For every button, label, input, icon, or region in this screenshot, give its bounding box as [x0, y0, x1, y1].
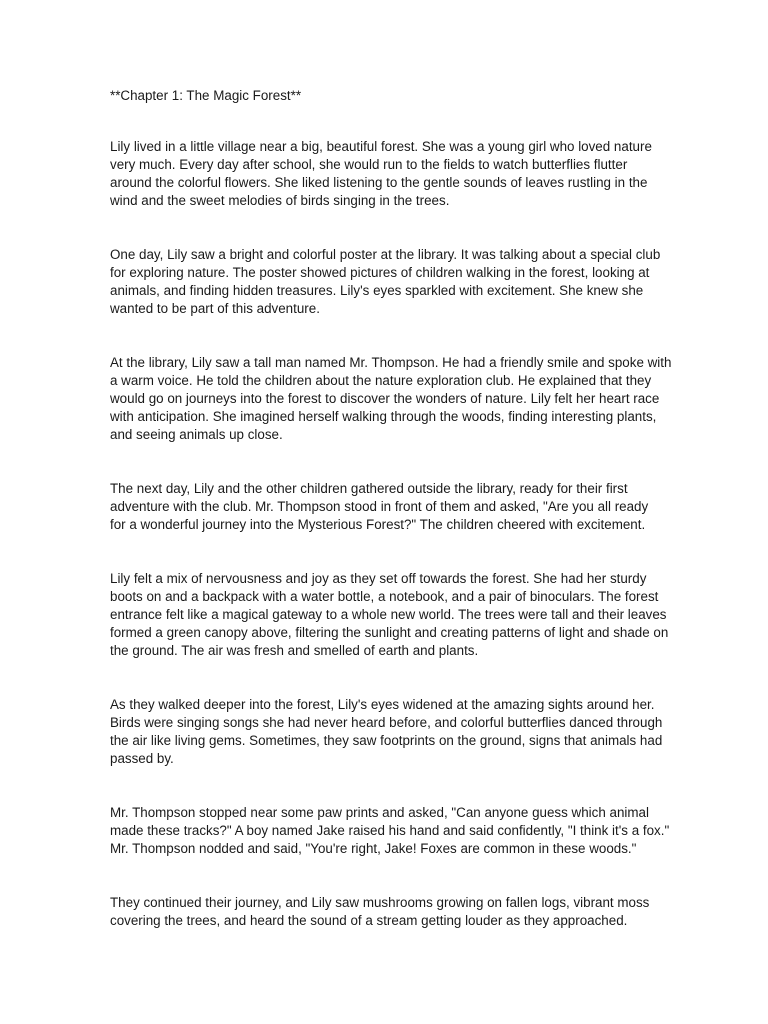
paragraph-line: for exploring nature. The poster showed pictures of children walking in the forest, looking at — [110, 265, 650, 280]
paragraph-line: formed a green canopy above, filtering the sunlight and creating patterns of light and shade on — [110, 625, 669, 640]
paragraph-line: for a wonderful journey into the Mysterious Forest?" The children cheered with excitement. — [110, 517, 646, 532]
paragraph-line: made these tracks?" A boy named Jake raised his hand and said confidently, "I think it's a fox." — [110, 823, 670, 838]
paragraph-line: wind and the sweet melodies of birds singing in the trees. — [110, 193, 450, 208]
paragraph-line: Lily lived in a little village near a big, beautiful forest. She was a young girl who loved nature — [110, 139, 652, 154]
paragraph-line: entrance felt like a magical gateway to a whole new world. The trees were tall and their leaves — [110, 607, 667, 622]
paragraph-line: Lily felt a mix of nervousness and joy as they set off towards the forest. She had her sturdy — [110, 571, 647, 586]
paragraph-line: and seeing animals up close. — [110, 427, 283, 442]
paragraph-line: with anticipation. She imagined herself walking through the woods, finding interesting plants, — [110, 409, 657, 424]
paragraph-line: covering the trees, and heard the sound of a stream getting louder as they approached. — [110, 913, 628, 928]
paragraph-line: They continued their journey, and Lily saw mushrooms growing on fallen logs, vibrant moss — [110, 895, 650, 910]
paragraph — [110, 804, 670, 858]
paragraph — [110, 894, 662, 930]
paragraph — [110, 570, 669, 660]
paragraph — [110, 246, 662, 318]
paragraph-line: animals, and finding hidden treasures. Lily's eyes sparkled with excitement. She knew she — [110, 283, 644, 298]
paragraph-line: As they walked deeper into the forest, Lily's eyes widened at the amazing sights around her. — [110, 697, 655, 712]
paragraph-line: passed by. — [110, 751, 174, 766]
paragraph-line: the air like living gems. Sometimes, they saw footprints on the ground, signs that animals had — [110, 733, 663, 748]
paragraph-line: a warm voice. He told the children about the nature exploration club. He explained that they — [110, 373, 652, 388]
paragraph-line: the ground. The air was fresh and smelled of earth and plants. — [110, 643, 479, 658]
paragraph — [110, 354, 672, 444]
paragraph-line: wanted to be part of this adventure. — [110, 301, 320, 316]
paragraph-line: One day, Lily saw a bright and colorful poster at the library. It was talking about a special club — [110, 247, 661, 262]
document-body — [110, 87, 672, 966]
paragraph — [110, 138, 662, 210]
paragraph-line: would go on journeys into the forest to discover the wonders of nature. Lily felt her heart race — [110, 391, 660, 406]
paragraph-line: The next day, Lily and the other children gathered outside the library, ready for their first — [110, 481, 628, 496]
paragraph-line: adventure with the club. Mr. Thompson stood in front of them and asked, "Are you all ready — [110, 499, 649, 514]
paragraph-line: very much. Every day after school, she would run to the fields to watch butterflies flutter — [110, 157, 628, 172]
paragraph-line: boots on and a backpack with a water bottle, a notebook, and a pair of binoculars. The forest — [110, 589, 659, 604]
paragraph-line: Mr. Thompson stopped near some paw prints and asked, "Can anyone guess which animal — [110, 805, 649, 820]
paragraph — [110, 480, 662, 534]
paragraph — [110, 696, 662, 768]
paragraph-line: At the library, Lily saw a tall man named Mr. Thompson. He had a friendly smile and spoke with — [110, 355, 672, 370]
paragraph-list — [110, 138, 672, 930]
chapter-title: **Chapter 1: The Magic Forest** — [110, 88, 302, 103]
paragraph-line: around the colorful flowers. She liked listening to the gentle sounds of leaves rustling in the — [110, 175, 648, 190]
paragraph-line: Mr. Thompson nodded and said, "You're right, Jake! Foxes are common in these woods." — [110, 841, 637, 856]
paragraph-line: Birds were singing songs she had never heard before, and colorful butterflies danced through — [110, 715, 663, 730]
